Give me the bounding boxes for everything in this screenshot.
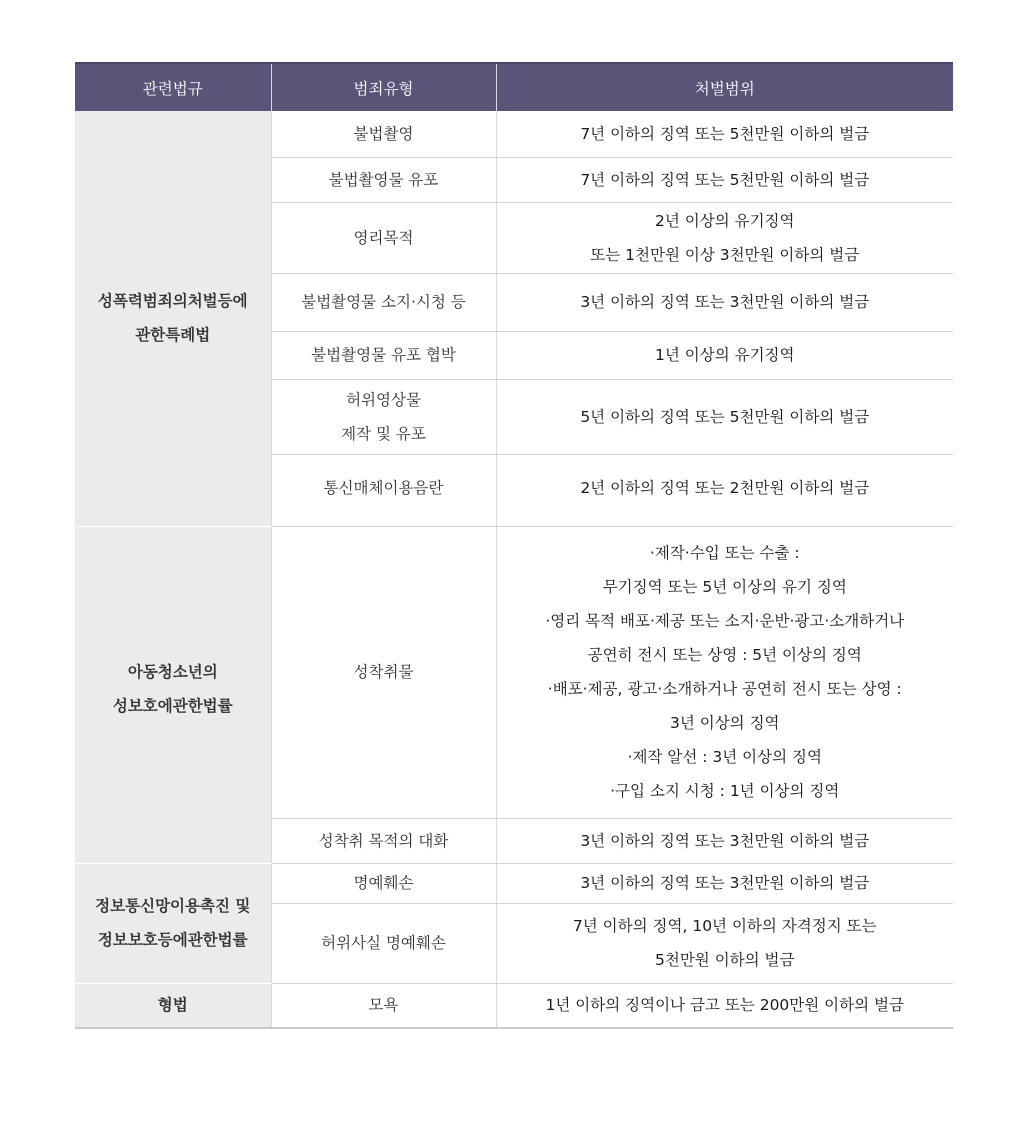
crime-type-cell: 명예훼손 [271,863,496,903]
crime-type-cell: 영리목적 [271,202,496,273]
crime-type-cell: 불법촬영물 소지·시청 등 [271,273,496,331]
header-punishment: 처벌범위 [496,63,953,111]
crime-type-cell: 통신매체이용음란 [271,454,496,526]
crime-type-cell: 불법촬영물 유포 [271,157,496,202]
law-cell [75,983,271,1028]
table-row [75,526,953,818]
law-name-line: 관한특례법 [135,326,211,345]
table-header-row [75,63,953,111]
law-name-line: 성보호에관한법률 [112,696,233,715]
punishment-cell: 7년 이하의 징역 또는 5천만원 이하의 벌금 [496,157,953,202]
law-penalty-table [75,62,953,1029]
punishment-cell: 2년 이상의 유기징역 또는 1천만원 이상 3천만원 이하의 벌금 [496,202,953,273]
punishment-cell: 7년 이하의 징역, 10년 이하의 자격정지 또는 5천만원 이하의 벌금 [496,903,953,983]
table-row [75,983,953,1028]
table-row [75,111,953,157]
header-law: 관련법규 [75,63,271,111]
header-crime-type: 범죄유형 [271,63,496,111]
punishment-cell: 7년 이하의 징역 또는 5천만원 이하의 벌금 [496,111,953,157]
crime-type-cell: 허위사실 명예훼손 [271,903,496,983]
crime-type-cell: 모욕 [271,983,496,1028]
law-name-line: 형법 [157,996,188,1015]
crime-type-cell: 불법촬영 [271,111,496,157]
punishment-cell: 5년 이하의 징역 또는 5천만원 이하의 벌금 [496,379,953,454]
punishment-cell: 3년 이하의 징역 또는 3천만원 이하의 벌금 [496,863,953,903]
law-name-line: 정보보호등에관한법률 [97,931,248,949]
punishment-cell: 1년 이상의 유기징역 [496,331,953,379]
law-cell [75,863,271,983]
table-row [75,863,953,903]
punishment-cell: 3년 이하의 징역 또는 3천만원 이하의 벌금 [496,273,953,331]
law-name-line: 정보통신망이용촉진 및 [95,897,251,915]
punishment-cell: 1년 이하의 징역이나 금고 또는 200만원 이하의 벌금 [496,983,953,1028]
law-name-line: 아동청소년의 [127,662,218,681]
punishment-cell: 3년 이하의 징역 또는 3천만원 이하의 벌금 [496,818,953,863]
law-name-line: 성폭력범죄의처벌등에 [97,292,248,311]
punishment-cell: ·제작·수입 또는 수출 : 무기징역 또는 5년 이상의 유기 징역 ·영리 목적 배포·제공 또는 소지·운반·광고·소개하거나 공연히 전시 또는 상영 : 5년 이상의 징역 ·배포·제공, 광고·소개하거나 공연히 전시 또는 상영 : 3년 이상의 징역 ·제작 알선 : 3년 이상의 징역 ·구입 소지 시청 : 1년 이상의 징역 [496,526,953,818]
law-cell [75,526,271,863]
law-cell [75,111,271,526]
crime-type-cell: 불법촬영물 유포 협박 [271,331,496,379]
crime-type-cell: 성착취 목적의 대화 [271,818,496,863]
crime-type-cell: 성착취물 [271,526,496,818]
punishment-cell: 2년 이하의 징역 또는 2천만원 이하의 벌금 [496,454,953,526]
crime-type-cell: 허위영상물 제작 및 유포 [271,379,496,454]
